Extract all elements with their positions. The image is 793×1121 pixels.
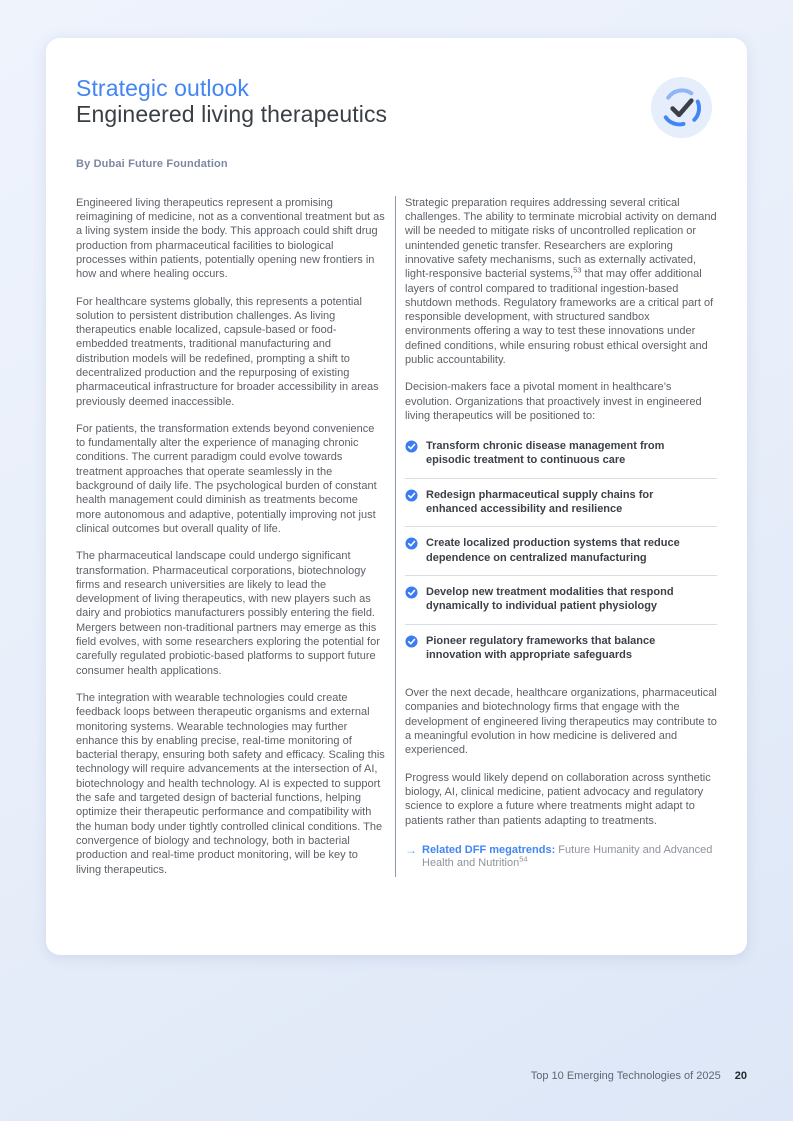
- related-text: Future Humanity and Advanced Health and Nutrition: [422, 843, 713, 870]
- page-title: Engineered living therapeutics: [76, 101, 388, 128]
- body-paragraph: Decision-makers face a pivotal moment in healthcare’s evolution. Organizations that proactively invest in engineered living therapeutics will be positioned to:: [405, 381, 702, 422]
- list-item: [405, 527, 717, 576]
- related-label[interactable]: Related DFF megatrends:: [422, 843, 556, 856]
- list-item-label: Transform chronic disease management from episodic treatment to continuous care: [426, 440, 665, 467]
- page-footer: [531, 1070, 747, 1082]
- page-number: 20: [734, 1070, 747, 1082]
- body-paragraph: The pharmaceutical landscape could undergo significant transformation. Pharmaceutical corporations, biotechnology firms and research universities are likely to lead the development of living therapeutics, with new players such as dairy and probiotics manufacturers possibly entering the field. Mergers between non-traditional partners may emerge as this field evolves, with some researchers exploring the potential for carefully regulated probiotic-based platforms to support future consumer health applications.: [76, 550, 380, 677]
- byline: By Dubai Future Foundation: [76, 157, 228, 170]
- page-header: [76, 76, 717, 170]
- left-column: [76, 196, 396, 877]
- footnote-ref-54: 54: [519, 854, 528, 864]
- body-paragraph: Engineered living therapeutics represent a promising reimagining of medicine, not as a conventional treatment but as a living system inside the body. This approach could shift drug production from pharmaceutical facilities to biological processes within patients, potentially opening new frontiers in how and where healing occurs.: [76, 196, 385, 281]
- related-megatrends-link[interactable]: [405, 844, 717, 871]
- check-circle-icon: [405, 440, 418, 453]
- paragraph-text: that may offer additional layers of control compared to traditional ingestion-based shutdown methods. Regulatory frameworks are a critical part of responsible development, with structured sandbox environments offering a way to test these innovations under defined conditions, while ensuring robust ethical oversight and public accountability.: [405, 268, 714, 366]
- list-item-label: Pioneer regulatory frameworks that balance innovation with appropriate safeguards: [426, 634, 656, 661]
- paragraph-text: Strategic preparation requires addressing several critical challenges. The ability to terminate microbial activity on demand will be needed to mitigate risks of uncontrolled replication or unintended genetic transfer. Researchers are exploring innovative safety mechanisms, such as externally activated, light-responsive bacterial systems,: [405, 196, 717, 281]
- list-item: [405, 436, 717, 479]
- body-paragraph: The integration with wearable technologies could create feedback loops between therapeutic organisms and external monitoring systems. Wearable technologies may further enhance this by enabling precise, real-time monitoring of bacterial therapy, ensuring both safety and efficacy. Scaling this technology will require advancements at the intersection of AI, biotechnology and health technology. AI is expected to support the safe and targeted design of bacterial functions, helping optimize their therapeutic performance and compatibility with the human body under tightly controlled clinical conditions. The convergence of biology and technology, both in bacterial production and real-time product monitoring, will be key to living therapeutics.: [76, 691, 385, 876]
- right-column: [396, 196, 717, 877]
- list-item: [405, 625, 717, 673]
- key-actions-list: [405, 436, 717, 672]
- body-paragraph: [405, 196, 717, 368]
- section-eyebrow: Strategic outlook: [76, 75, 250, 101]
- check-circle-icon: [405, 489, 418, 502]
- arrow-right-icon: →: [405, 842, 417, 857]
- check-circle-icon: [405, 635, 418, 648]
- footer-report-title: Top 10 Emerging Technologies of 2025: [530, 1070, 721, 1082]
- footnote-ref-53: 53: [573, 265, 582, 275]
- check-badge-icon: [650, 76, 713, 139]
- two-column-body: [76, 196, 717, 877]
- heading-block: [76, 76, 387, 170]
- body-paragraph: Over the next decade, healthcare organizations, pharmaceutical companies and biotechnology firms that engage with the development of engineered living therapeutics may contribute to a meaningful evolution in how medicine is delivered and experienced.: [405, 687, 717, 757]
- list-item: [405, 479, 717, 528]
- check-circle-icon: [405, 537, 418, 550]
- report-page-card: [46, 38, 747, 955]
- list-item-label: Redesign pharmaceutical supply chains for enhanced accessibility and resilience: [426, 488, 654, 516]
- list-item-label: Create localized production systems that reduce dependence on centralized manufacturing: [426, 537, 680, 564]
- related-megatrends-content: [422, 844, 717, 871]
- list-item: [405, 576, 717, 625]
- body-paragraph: For healthcare systems globally, this represents a potential solution to persistent distribution challenges. As living therapeutics enable localized, capsule-based or food-embedded treatments, traditional manufacturing and distribution models will be redefined, prompting a shift to decentralized production and the repurposing of existing pharmaceutical infrastructure for broader accessibility in areas previously deemed inaccessible.: [76, 295, 379, 408]
- body-paragraph: For patients, the transformation extends beyond convenience to fundamentally alter the experience of managing chronic conditions. The current paradigm could evolve towards treatment approaches that operate seamlessly in the background of daily life. The psychological burden of constant health management could diminish as treatments become more autonomous and adaptive, potentially improving not just clinical outcomes but overall quality of life.: [76, 422, 377, 535]
- check-circle-icon: [405, 586, 418, 599]
- body-paragraph: Progress would likely depend on collaboration across synthetic biology, AI, clinical medicine, patient advocacy and regulatory science to explore a future where treatments might adapt to patients rather than patients adapting to treatments.: [405, 771, 711, 827]
- list-item-label: Develop new treatment modalities that respond dynamically to individual patient physiology: [426, 585, 674, 613]
